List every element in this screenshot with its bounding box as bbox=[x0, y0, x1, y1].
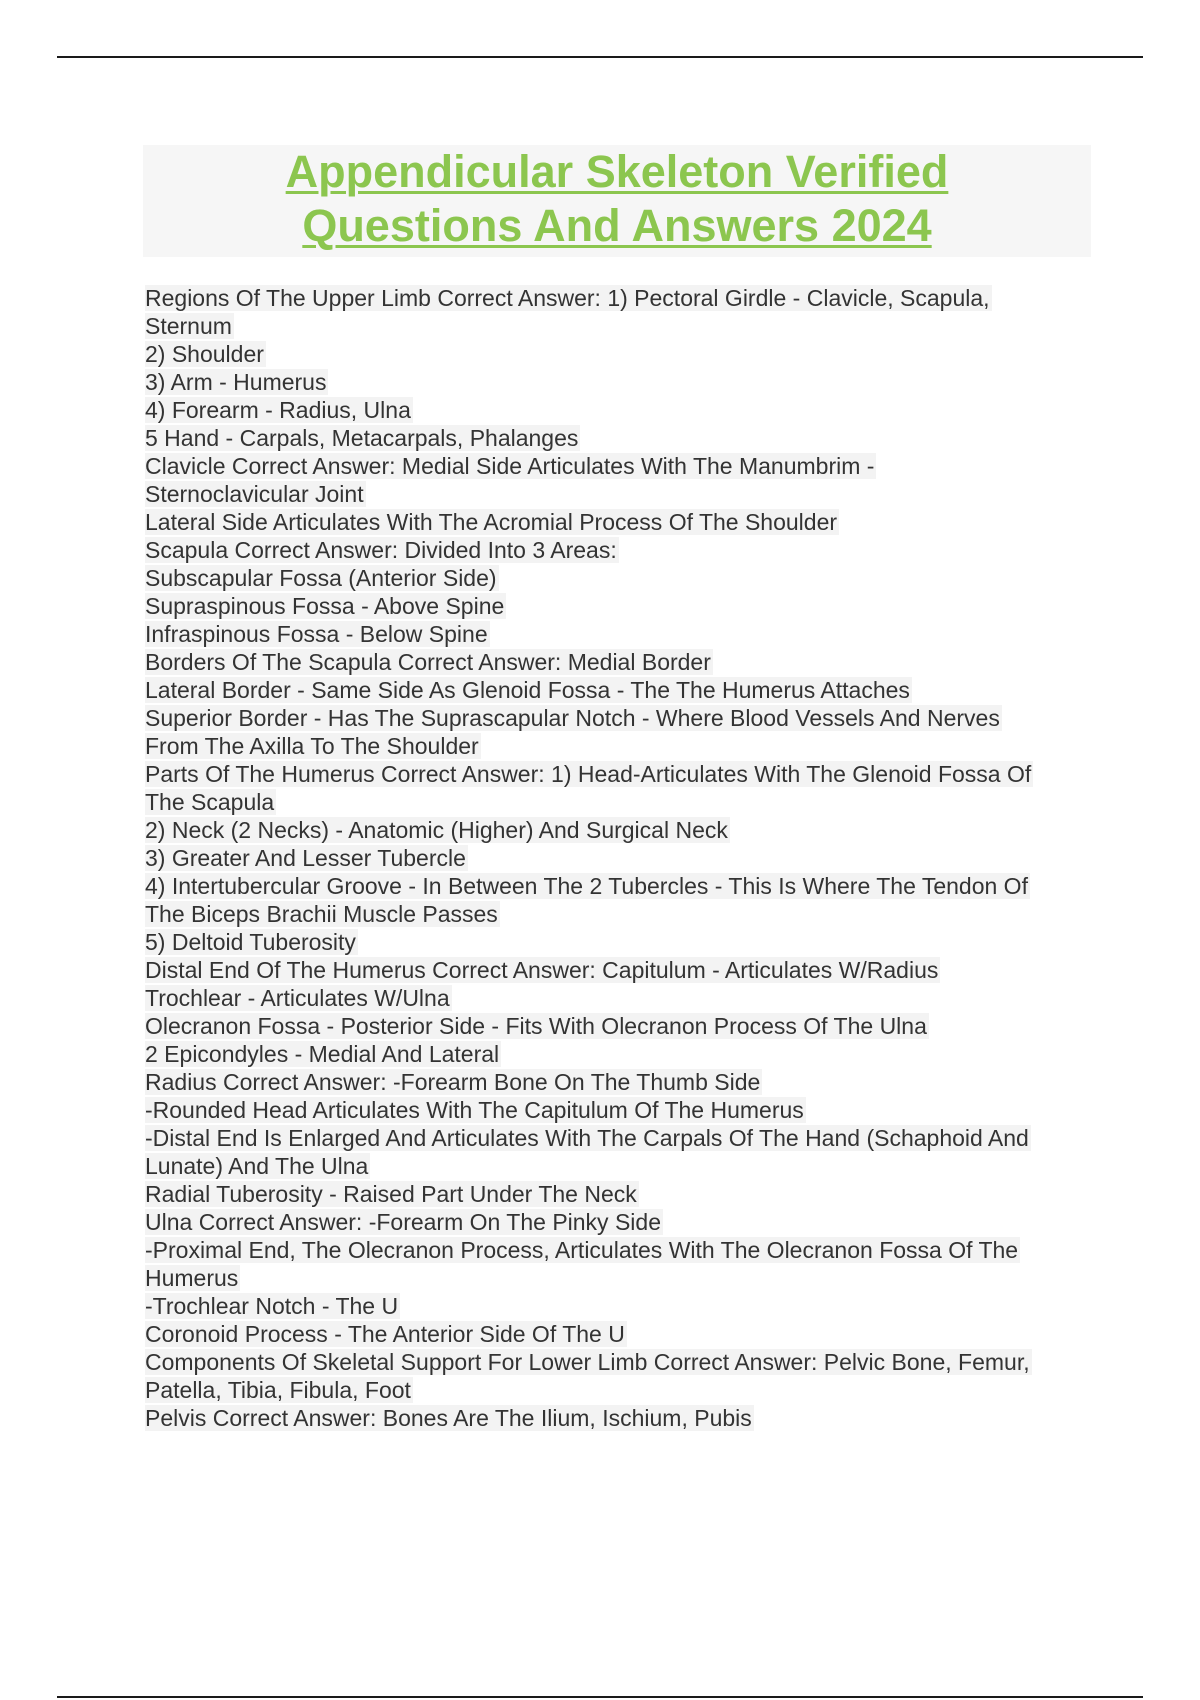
top-rule bbox=[57, 56, 1143, 58]
body-line: 2) Neck (2 Necks) - Anatomic (Higher) And Surgical Neck bbox=[145, 817, 728, 843]
body-line: -Distal End Is Enlarged And Articulates With The Carpals Of The Hand (Schaphoid And bbox=[145, 1125, 1029, 1151]
body-line: Ulna Correct Answer: -Forearm On The Pinky Side bbox=[145, 1209, 661, 1235]
body-line: Sternum bbox=[145, 313, 232, 339]
body-line: Lateral Side Articulates With The Acromial Process Of The Shoulder bbox=[145, 509, 838, 535]
body-line: Coronoid Process - The Anterior Side Of The U bbox=[145, 1321, 625, 1347]
body-line: Lunate) And The Ulna bbox=[145, 1153, 369, 1179]
body-line: The Scapula bbox=[145, 789, 275, 815]
body-line: Supraspinous Fossa - Above Spine bbox=[145, 593, 505, 619]
body-line: Components Of Skeletal Support For Lower Limb Correct Answer: Pelvic Bone, Femur, bbox=[145, 1349, 1030, 1375]
body-line: Radius Correct Answer: -Forearm Bone On The Thumb Side bbox=[145, 1069, 761, 1095]
title-line-2: Questions And Answers 2024 bbox=[302, 200, 932, 251]
body-line: Humerus bbox=[145, 1265, 239, 1291]
body-line: -Proximal End, The Olecranon Process, Articulates With The Olecranon Fossa Of The bbox=[145, 1237, 1019, 1263]
body-line: Parts Of The Humerus Correct Answer: 1) Head-Articulates With The Glenoid Fossa Of bbox=[145, 761, 1032, 787]
body-line: Sternoclavicular Joint bbox=[145, 481, 364, 507]
body-line: 2) Shoulder bbox=[145, 341, 264, 367]
body-line: Superior Border - Has The Suprascapular Notch - Where Blood Vessels And Nerves bbox=[145, 705, 1000, 731]
body-line: Lateral Border - Same Side As Glenoid Fossa - The The Humerus Attaches bbox=[145, 677, 910, 703]
body-line: Patella, Tibia, Fibula, Foot bbox=[145, 1377, 411, 1403]
body-line: The Biceps Brachii Muscle Passes bbox=[145, 901, 498, 927]
body-line: Distal End Of The Humerus Correct Answer: Capitulum - Articulates W/Radius bbox=[145, 957, 939, 983]
body-line: Infraspinous Fossa - Below Spine bbox=[145, 621, 488, 647]
body-line: Scapula Correct Answer: Divided Into 3 Areas: bbox=[145, 537, 617, 563]
body-line: -Rounded Head Articulates With The Capitulum Of The Humerus bbox=[145, 1097, 804, 1123]
body-line: Subscapular Fossa (Anterior Side) bbox=[145, 565, 497, 591]
document-title bbox=[143, 145, 1091, 257]
body-line: Trochlear - Articulates W/Ulna bbox=[145, 985, 450, 1011]
body-line: 2 Epicondyles - Medial And Lateral bbox=[145, 1041, 500, 1067]
body-line: 3) Arm - Humerus bbox=[145, 369, 327, 395]
body-line: Radial Tuberosity - Raised Part Under The Neck bbox=[145, 1181, 637, 1207]
body-line: 5 Hand - Carpals, Metacarpals, Phalanges bbox=[145, 425, 579, 451]
body-line: 5) Deltoid Tuberosity bbox=[145, 929, 356, 955]
body-line: -Trochlear Notch - The U bbox=[145, 1293, 399, 1319]
body-line: 3) Greater And Lesser Tubercle bbox=[145, 845, 466, 871]
body-line: Clavicle Correct Answer: Medial Side Articulates With The Manumbrim - bbox=[145, 453, 875, 479]
body-line: Pelvis Correct Answer: Bones Are The Ilium, Ischium, Pubis bbox=[145, 1405, 752, 1431]
body-line: From The Axilla To The Shoulder bbox=[145, 733, 479, 759]
title-line-1: Appendicular Skeleton Verified bbox=[285, 146, 949, 197]
body-line: 4) Intertubercular Groove - In Between The 2 Tubercles - This Is Where The Tendon Of bbox=[145, 873, 1028, 899]
body-line: Olecranon Fossa - Posterior Side - Fits With Olecranon Process Of The Ulna bbox=[145, 1013, 927, 1039]
document-body bbox=[145, 284, 1085, 1432]
body-line: Regions Of The Upper Limb Correct Answer: 1) Pectoral Girdle - Clavicle, Scapula, bbox=[145, 285, 990, 311]
body-line: 4) Forearm - Radius, Ulna bbox=[145, 397, 411, 423]
bottom-rule bbox=[57, 1696, 1143, 1698]
body-line: Borders Of The Scapula Correct Answer: Medial Border bbox=[145, 649, 711, 675]
